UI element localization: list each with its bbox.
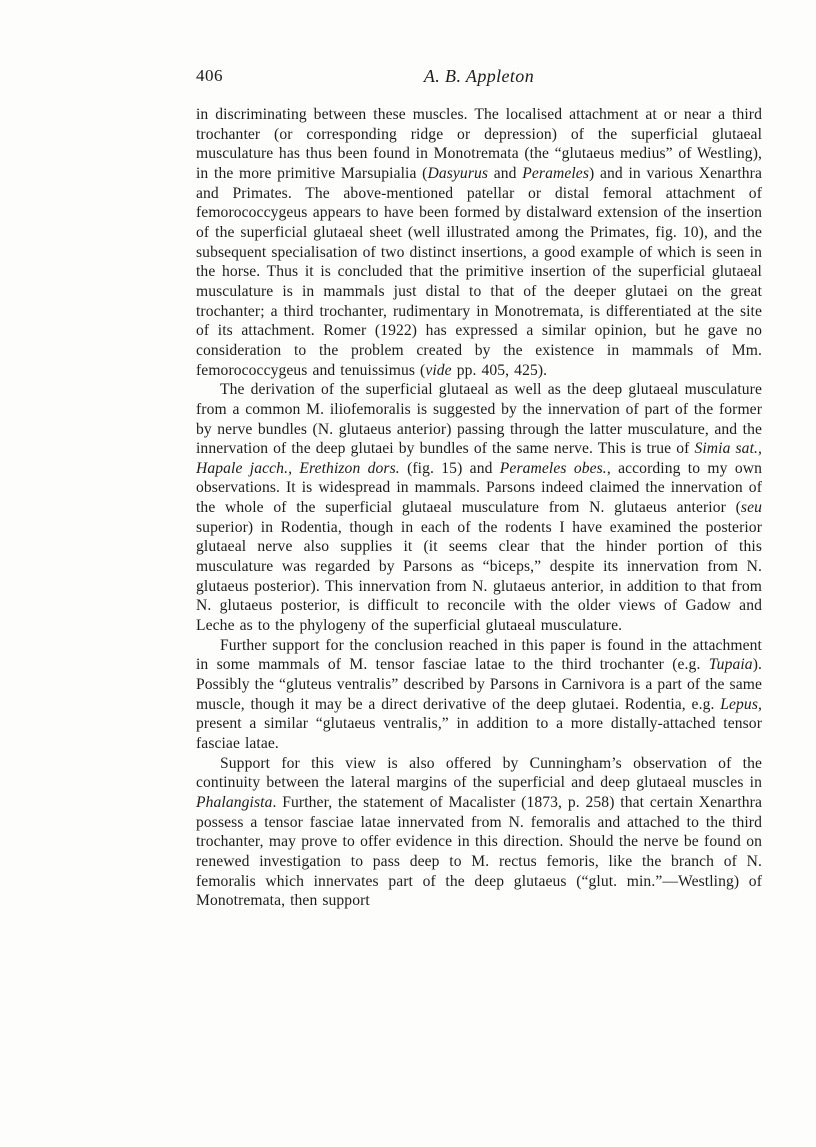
body-text xyxy=(196,105,762,911)
text-run: Further support for the conclusion reached in this paper is found in the attachment in some mammals of M. tensor fasciae latae to the third trochanter (e.g. xyxy=(196,636,762,674)
text-run: Tupaia xyxy=(708,656,753,674)
text-run: Phalangista xyxy=(196,793,273,811)
text-run: Dasyurus xyxy=(427,164,489,182)
page-header xyxy=(196,66,762,90)
text-run: ) and in various Xenarthra and Primates. The above-mentioned patellar or distal femoral attachment of femorococcygeus appears to have been formed by distalward extension of the insertion of the superficial glutaeal sheet (well illustrated among the Primates, fig. 10), and the subsequent specialisation of two distinct insertions, a good example of which is seen in the horse. Thus it is concluded that the primitive insertion of the superficial glutaeal musculature is in mammals just distal to that of the deeper glutaei on the great trochanter; a third trochanter, rudimentary in Monotremata, is differentiated at the site of its attachment. Romer (1922) has expressed a similar opinion, but he gave no consideration to the problem created by the existence in mammals of Mm. femorococcygeus and tenuissimus ( xyxy=(196,164,762,379)
paragraph xyxy=(196,636,762,754)
paragraph xyxy=(196,105,762,380)
text-run: vide xyxy=(425,361,452,379)
text-run: Support for this view is also offered by Cunningham’s observation of the continuity between the lateral margins of the superficial and deep glutaeal muscles in xyxy=(196,754,762,792)
text-run: ). Possibly the “gluteus ventralis” described by Parsons in Carnivora is a part of the same muscle, though it may be a direct derivative of the deep glutaei. Rodentia, e.g. xyxy=(196,656,762,713)
paragraph xyxy=(196,754,762,911)
text-run: pp. 405, 425). xyxy=(451,361,548,379)
text-run: . Further, the statement of Macalister (1873, p. 258) that certain Xenarthra possess a tensor fasciae latae innervated from N. femoralis and attached to the third trochanter, may prove to offer evidence in this direction. Should the nerve be found on renewed investigation to pass deep to M. rectus femoris, like the branch of N. femoralis which innervates part of the deep glutaeus (“glut. min.”—Westling) of Monotremata, then support xyxy=(196,793,762,910)
text-run: Simia sat., Hapale jacch., Erethizon dors. xyxy=(196,440,762,477)
paragraph xyxy=(196,380,762,636)
text-run: , according to my own observations. It is widespread in mammals. Parsons indeed claimed the innervation of the whole of the superficial glutaeal musculature from N. glutaeus anterior ( xyxy=(196,459,763,517)
running-head: A. B. Appleton xyxy=(423,66,535,86)
text-run: and xyxy=(488,164,523,182)
page-number: 406 xyxy=(196,66,223,85)
text-run: Perameles obes. xyxy=(499,459,607,477)
text-run: The derivation of the superficial glutaeal as well as the deep glutaeal musculature from a common M. iliofemoralis is suggested by the innervation of part of the former by nerve bundles (N. glutaeus anterior) passing through the latter musculature, and the innervation of the deep glutaei by bundles of the same nerve. This is true of xyxy=(196,381,762,458)
text-run: present a similar “glutaeus ventralis,” in addition to a more distally-attached tensor fasciae latae. xyxy=(196,715,762,752)
text-run: Perameles xyxy=(522,164,589,182)
text-run: (fig. 15) and xyxy=(399,459,500,477)
text-run: in discriminating between these muscles. The localised attachment at or near a third trochanter (or corresponding ridge or depression) of the superficial glutaeal musculature has thus been found in Monotremata (the “glutaeus medius” of Westling), in the more primitive Marsupialia ( xyxy=(196,106,762,182)
text-run: seu xyxy=(740,499,762,517)
journal-page xyxy=(196,66,762,911)
text-run: superior) in Rodentia, though in each of the rodents I have examined the posterior glutaeal nerve also supplies it (it seems clear that the hinder portion of this musculature was regarded by Parsons as “biceps,” despite its innervation from N. glutaeus posterior). This innervation from N. glutaeus anterior, in addition to that from N. glutaeus posterior, is difficult to reconcile with the older views of Gadow and Leche as to the phylogeny of the superficial glutaeal musculature. xyxy=(196,518,762,635)
text-run: Lepus, xyxy=(720,695,762,713)
